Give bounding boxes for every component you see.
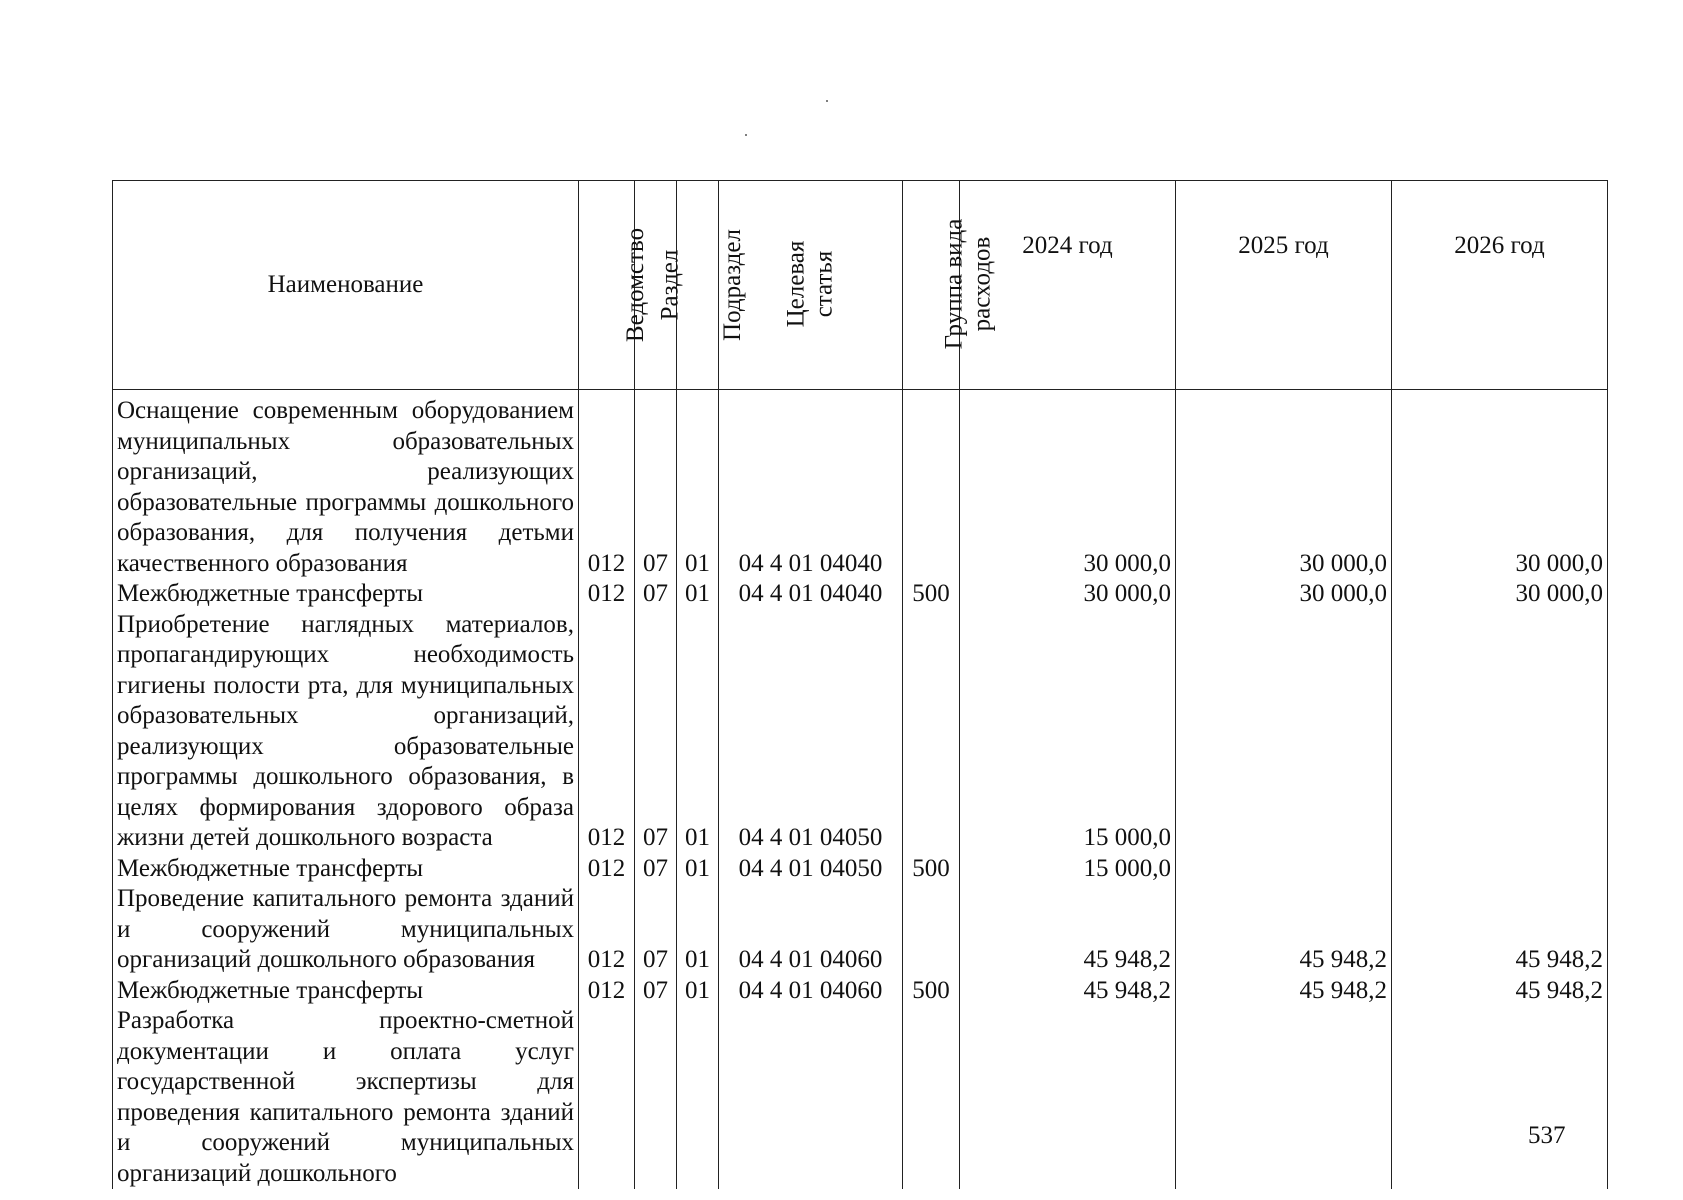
row-gruppa xyxy=(903,884,960,976)
header-year-2024: 2024 год xyxy=(960,181,1176,390)
row-name: Оснащение современным оборудованием муниципальных образовательных организаций, реализующих образовательные программы дошкольного образования, для получения детьми качественного образования xyxy=(113,390,579,580)
header-gruppa-vida-rashodov: Группа вида расходов xyxy=(903,181,960,390)
row-razdel: 07 xyxy=(635,854,677,885)
row-gruppa xyxy=(903,390,960,580)
row-celevaya-statya: 04 4 01 04050 xyxy=(719,854,903,885)
row-vedomstvo: 012 xyxy=(579,390,635,580)
row-razdel: 07 xyxy=(635,610,677,854)
header-razdel: Раздел xyxy=(635,181,677,390)
row-razdel: 07 xyxy=(635,976,677,1007)
row-amount-2025 xyxy=(1176,854,1392,885)
row-celevaya-statya: 04 4 01 04040 xyxy=(719,390,903,580)
row-amount-2025: 30 000,0 xyxy=(1176,390,1392,580)
row-amount-2024: 45 948,2 xyxy=(960,884,1176,976)
row-razdel: 07 xyxy=(635,579,677,610)
row-amount-2024: 30 000,0 xyxy=(960,390,1176,580)
row-amount-2026 xyxy=(1392,610,1608,854)
page-number: 537 xyxy=(1528,1122,1566,1149)
header-celevaya-statya: Целевая статья xyxy=(719,181,903,390)
row-razdel: 07 xyxy=(635,390,677,580)
row-amount-2025 xyxy=(1176,610,1392,854)
table-row xyxy=(113,976,1608,1007)
row-amount-2025 xyxy=(1176,1006,1392,1189)
table-row xyxy=(113,390,1608,580)
row-podrazdel: 01 xyxy=(677,390,719,580)
row-gruppa xyxy=(903,1006,960,1189)
row-podrazdel: 01 xyxy=(677,854,719,885)
row-amount-2026: 30 000,0 xyxy=(1392,579,1608,610)
row-podrazdel: 01 xyxy=(677,579,719,610)
row-gruppa: 500 xyxy=(903,854,960,885)
row-name: Разработка проектно-сметной документации и оплата услуг государственной экспертизы для проведения капитального ремонта зданий и сооружений муниципальных организаций дошкольного xyxy=(113,1006,579,1189)
row-gruppa: 500 xyxy=(903,579,960,610)
row-vedomstvo: 012 xyxy=(579,976,635,1007)
row-amount-2026: 45 948,2 xyxy=(1392,884,1608,976)
budget-table xyxy=(112,180,1608,1189)
scan-speck xyxy=(745,134,747,136)
row-vedomstvo: 012 xyxy=(579,854,635,885)
table-row xyxy=(113,884,1608,976)
row-vedomstvo: 012 xyxy=(579,884,635,976)
row-amount-2025: 45 948,2 xyxy=(1176,884,1392,976)
row-gruppa xyxy=(903,610,960,854)
row-amount-2024: 15 000,0 xyxy=(960,610,1176,854)
row-celevaya-statya: 04 4 01 04040 xyxy=(719,579,903,610)
row-amount-2026: 30 000,0 xyxy=(1392,390,1608,580)
header-podrazdel: Подраздел xyxy=(677,181,719,390)
row-amount-2024 xyxy=(960,1006,1176,1189)
row-podrazdel: 01 xyxy=(677,884,719,976)
scan-speck xyxy=(826,100,828,102)
row-amount-2025: 45 948,2 xyxy=(1176,976,1392,1007)
row-amount-2024: 15 000,0 xyxy=(960,854,1176,885)
row-name: Межбюджетные трансферты xyxy=(113,976,579,1007)
header-year-2025: 2025 год xyxy=(1176,181,1392,390)
row-podrazdel: 01 xyxy=(677,976,719,1007)
row-amount-2026: 45 948,2 xyxy=(1392,976,1608,1007)
row-podrazdel: 01 xyxy=(677,610,719,854)
row-vedomstvo: 012 xyxy=(579,579,635,610)
row-amount-2026 xyxy=(1392,1006,1608,1189)
row-razdel: 07 xyxy=(635,884,677,976)
row-name: Межбюджетные трансферты xyxy=(113,854,579,885)
table-row xyxy=(113,610,1608,854)
row-razdel xyxy=(635,1006,677,1189)
row-vedomstvo: 012 xyxy=(579,610,635,854)
row-podrazdel xyxy=(677,1006,719,1189)
row-name: Приобретение наглядных материалов, пропагандирующих необходимость гигиены полости рта, для муниципальных образовательных организаций, реализующих образовательные программы дошкольного образования, в целях формирования здорового образа жизни детей дошкольного возраста xyxy=(113,610,579,854)
row-amount-2026 xyxy=(1392,854,1608,885)
row-amount-2024: 30 000,0 xyxy=(960,579,1176,610)
header-vedomstvo: Ведомство xyxy=(579,181,635,390)
table-row xyxy=(113,1006,1608,1189)
header-year-2026: 2026 год xyxy=(1392,181,1608,390)
row-gruppa: 500 xyxy=(903,976,960,1007)
row-name: Проведение капитального ремонта зданий и сооружений муниципальных организаций дошкольного образования xyxy=(113,884,579,976)
table-row xyxy=(113,579,1608,610)
row-amount-2025: 30 000,0 xyxy=(1176,579,1392,610)
row-amount-2024: 45 948,2 xyxy=(960,976,1176,1007)
row-name: Межбюджетные трансферты xyxy=(113,579,579,610)
row-celevaya-statya: 04 4 01 04060 xyxy=(719,884,903,976)
row-celevaya-statya xyxy=(719,1006,903,1189)
row-celevaya-statya: 04 4 01 04060 xyxy=(719,976,903,1007)
table-header-row xyxy=(113,181,1608,390)
row-celevaya-statya: 04 4 01 04050 xyxy=(719,610,903,854)
row-vedomstvo xyxy=(579,1006,635,1189)
header-name: Наименование xyxy=(113,181,579,390)
table-row xyxy=(113,854,1608,885)
